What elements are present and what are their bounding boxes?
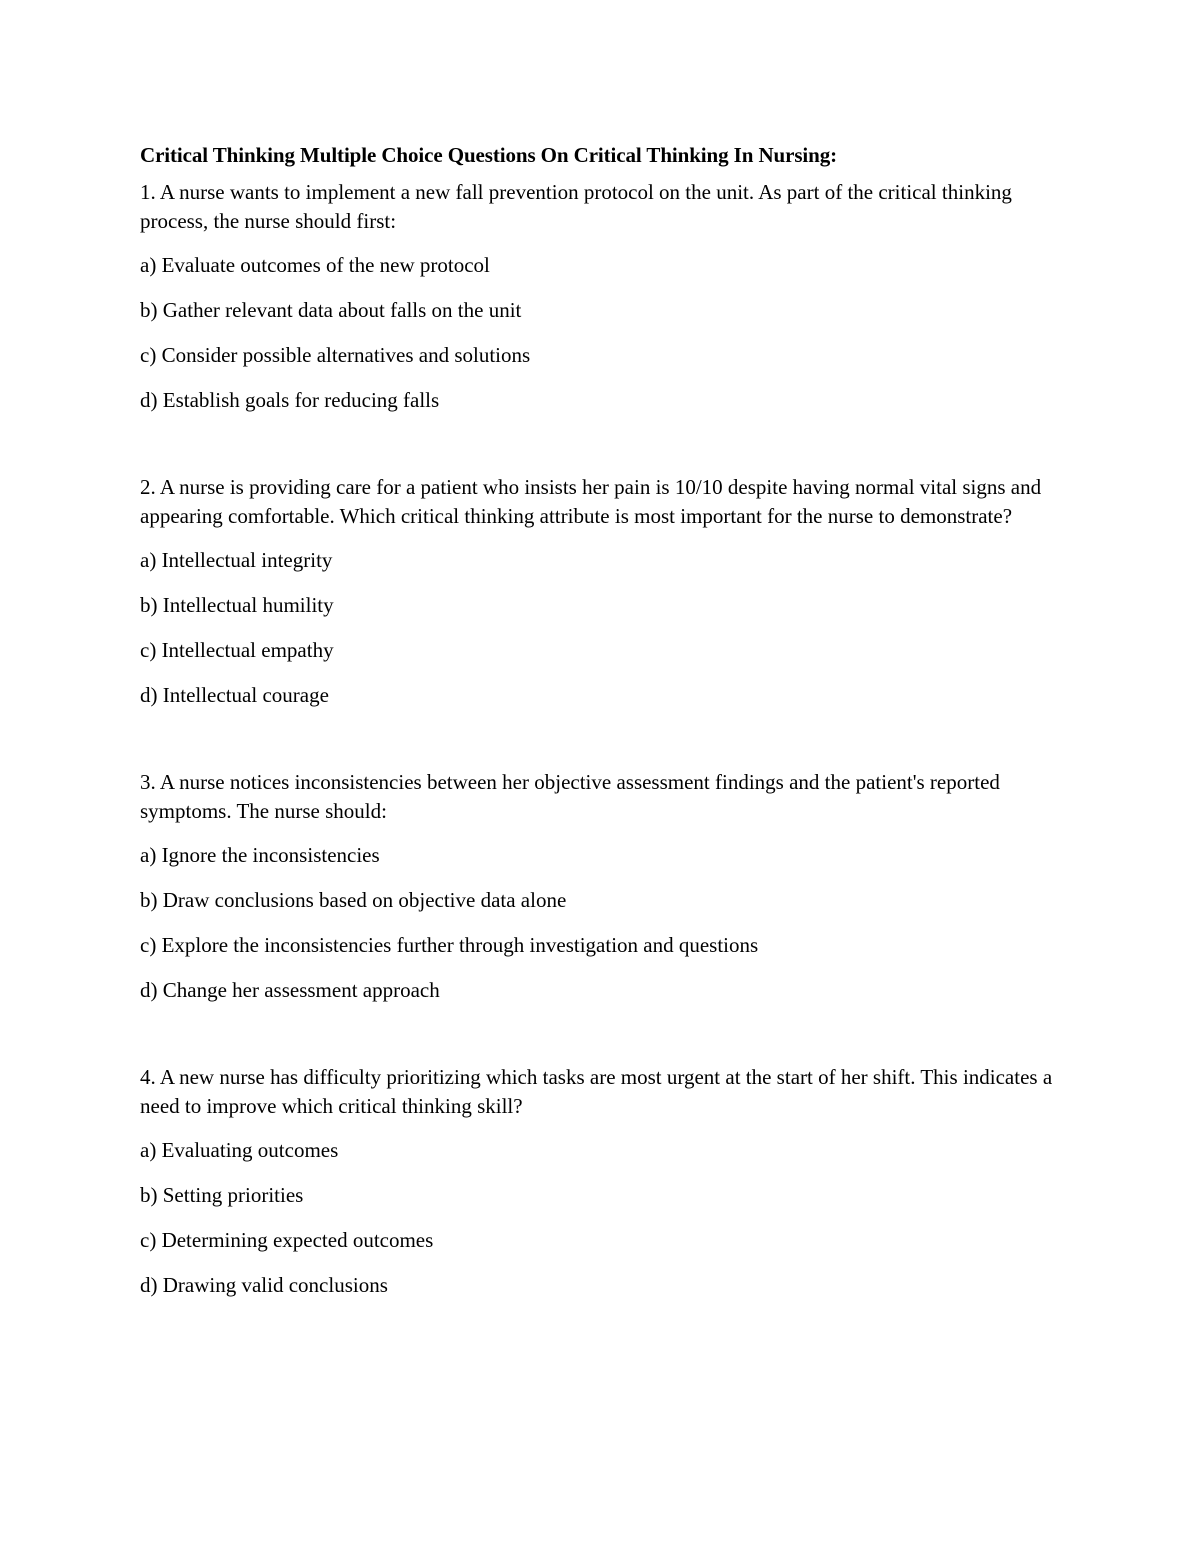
answer-option-c: c) Determining expected outcomes	[140, 1228, 434, 1252]
answer-option-d: d) Establish goals for reducing falls	[140, 388, 440, 412]
answer-option-c: c) Intellectual empathy	[140, 638, 334, 662]
answer-option-c: c) Consider possible alternatives and solutions	[140, 343, 531, 367]
answer-option-d: d) Drawing valid conclusions	[140, 1273, 388, 1297]
answer-option-a: a) Ignore the inconsistencies	[140, 843, 380, 867]
question-1	[140, 178, 1070, 415]
question-text: 4. A new nurse has difficulty prioritizing which tasks are most urgent at the start of her shift. This indicates a need to improve which critical thinking skill?	[140, 1065, 1053, 1118]
answer-option-a: a) Evaluate outcomes of the new protocol	[140, 253, 490, 277]
document-title: Critical Thinking Multiple Choice Questions On Critical Thinking In Nursing:	[140, 143, 837, 167]
question-text: 2. A nurse is providing care for a patient who insists her pain is 10/10 despite having normal vital signs and appearing comfortable. Which critical thinking attribute is most important for the nurse to demonstrate?	[140, 475, 1042, 528]
answer-option-a: a) Evaluating outcomes	[140, 1138, 339, 1162]
answer-option-b: b) Draw conclusions based on objective data alone	[140, 888, 567, 912]
question-text: 3. A nurse notices inconsistencies between her objective assessment findings and the patient's reported symptoms. The nurse should:	[140, 770, 1000, 823]
question-2	[140, 473, 1070, 710]
answer-option-a: a) Intellectual integrity	[140, 548, 333, 572]
answer-option-b: b) Setting priorities	[140, 1183, 304, 1207]
answer-option-c: c) Explore the inconsistencies further through investigation and questions	[140, 933, 759, 957]
question-3	[140, 768, 1070, 1005]
answer-option-b: b) Intellectual humility	[140, 593, 334, 617]
question-4	[140, 1063, 1070, 1300]
answer-option-b: b) Gather relevant data about falls on the unit	[140, 298, 522, 322]
document-content	[140, 140, 1070, 1300]
answer-option-d: d) Change her assessment approach	[140, 978, 440, 1002]
question-text: 1. A nurse wants to implement a new fall prevention protocol on the unit. As part of the critical thinking process, the nurse should first:	[140, 180, 1012, 233]
answer-option-d: d) Intellectual courage	[140, 683, 329, 707]
